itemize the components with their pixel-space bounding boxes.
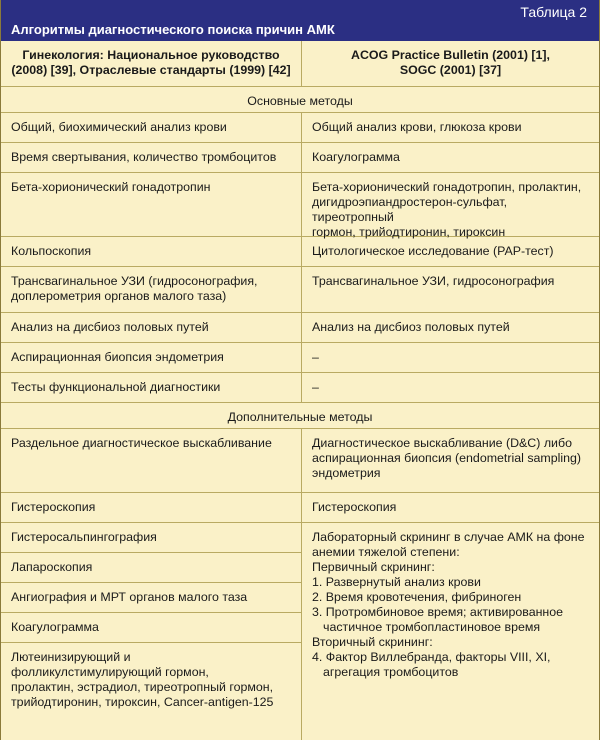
table-cell: Кольпоскопия <box>1 237 302 266</box>
table-cell: Анализ на дисбиоз половых путей <box>312 320 510 334</box>
table-cell: – <box>312 350 319 364</box>
section-additional-methods: Дополнительные методы <box>1 403 599 429</box>
table-cell: Анализ на дисбиоз половых путей <box>1 313 302 342</box>
table-cell: Аспирационная биопсия эндометрия <box>1 343 302 372</box>
table-row <box>1 643 302 740</box>
table-cell: Гистеросальпингография <box>11 530 157 544</box>
list-item: 4. Фактор Виллебранда, факторы VIII, XI, <box>312 650 551 664</box>
secondary-screening-label: Вторичный скрининг: <box>312 635 433 649</box>
table-row <box>1 173 599 237</box>
table-row <box>1 493 599 523</box>
table-row <box>1 373 599 403</box>
table-row <box>1 583 302 613</box>
table-row <box>1 553 302 583</box>
table-title: Алгоритмы диагностического поиска причин АМК <box>11 22 335 37</box>
table-row <box>1 237 599 267</box>
table-cell: Лютеинизирующий и фолликулстимулирующий гормон, пролактин, эстрадиол, тиреотропный гормон, трийодтиронин, тироксин, Cancer-antigen-125 <box>11 650 274 709</box>
table-cell: Тесты функциональной диагностики <box>1 373 302 402</box>
table-cell: – <box>312 380 319 394</box>
table-cell: Коагулограмма <box>312 150 400 164</box>
lab-screening-intro: Лабораторный скрининг в случае АМК на фоне анемии тяжелой степени: <box>312 530 585 559</box>
table-cell: Гистероскопия <box>1 493 302 522</box>
table-cell: Общий, биохимический анализ крови <box>1 113 302 142</box>
table-header <box>1 0 599 41</box>
table-row <box>1 313 599 343</box>
column-header-left: Гинекология: Национальное руководство (2008) [39], Отраслевые стандарты (1999) [42] <box>1 41 302 86</box>
table-cell: Раздельное диагностическое выскабливание <box>1 429 302 492</box>
table-cell: Ангиография и МРТ органов малого таза <box>11 590 248 604</box>
table-grid <box>1 41 599 740</box>
table-cell: Бета-хорионический гонадотропин <box>1 173 302 236</box>
list-item: 1. Развернутый анализ крови <box>312 575 481 589</box>
column-header-right: ACOG Practice Bulletin (2001) [1], SOGC (2001) [37] <box>351 48 550 77</box>
table-row <box>1 267 599 313</box>
table-cell: Время свертывания, количество тромбоцитов <box>1 143 302 172</box>
list-item-continuation: частичное тромбопластиновое время <box>323 620 541 634</box>
table-row <box>1 143 599 173</box>
table-cell: Гистероскопия <box>312 500 397 514</box>
table-cell: Трансвагинальное УЗИ (гидросонография, доплерометрия органов малого таза) <box>1 267 302 312</box>
section-main-methods: Основные методы <box>1 87 599 113</box>
table-row <box>1 523 302 553</box>
lab-screening-cell <box>302 523 599 740</box>
table-cell: Лапароскопия <box>11 560 93 574</box>
primary-screening-label: Первичный скрининг: <box>312 560 435 574</box>
table-cell: Коагулограмма <box>11 620 99 634</box>
table-row <box>1 429 599 493</box>
table-row <box>1 343 599 373</box>
table-cell: Общий анализ крови, глюкоза крови <box>312 120 522 134</box>
column-header-row <box>1 41 599 87</box>
table-cell: Цитологическое исследование (PAP-тест) <box>312 244 554 258</box>
table-number-label: Таблица 2 <box>520 4 587 20</box>
table-cell: Трансвагинальное УЗИ, гидросонография <box>312 274 555 288</box>
list-item-continuation: агрегация тромбоцитов <box>323 665 459 679</box>
list-item: 2. Время кровотечения, фибриноген <box>312 590 522 604</box>
list-item: 3. Протромбиновое время; активированное <box>312 605 564 619</box>
table-cell: Диагностическое выскабливание (D&C) либо аспирационная биопсия (endometrial sampling) эндометрия <box>312 436 582 480</box>
table-row <box>1 613 302 643</box>
table-row <box>1 113 599 143</box>
table-cell: Бета-хорионический гонадотропин, пролактин, дигидроэпиандростерон-сульфат, тиреотропный гормон, трийодтиронин, тироксин <box>312 180 582 239</box>
